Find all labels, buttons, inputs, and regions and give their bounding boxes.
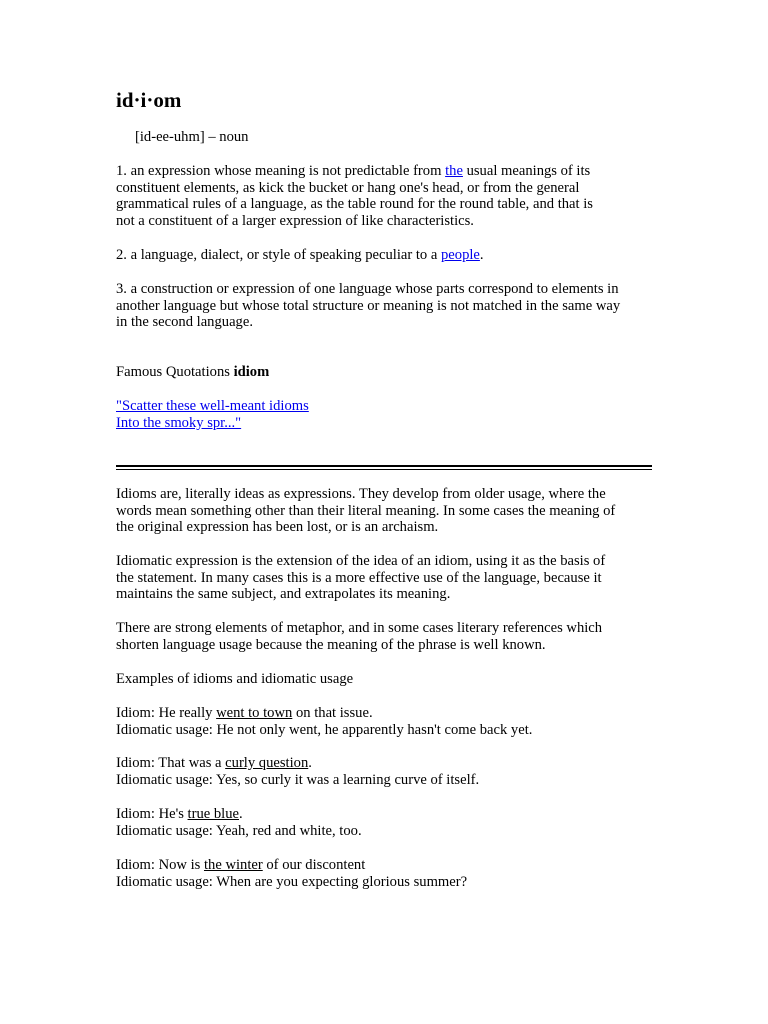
example-1 — [116, 705, 656, 738]
paragraph-line: the statement. In many cases this is a more effective use of the language, because it — [116, 569, 602, 586]
idiomatic-usage: Idiomatic usage: Yes, so curly it was a learning curve of itself. — [116, 771, 480, 788]
examples-heading-text: Examples of idioms and idiomatic usage — [116, 671, 354, 687]
idiom-rest: of our discontent — [262, 857, 366, 873]
definition-2 — [116, 247, 656, 264]
idiomatic-usage: Idiomatic usage: He not only went, he apparently hasn't come back yet. — [116, 721, 533, 738]
example-3 — [116, 806, 656, 839]
divider — [116, 469, 652, 470]
idiom-phrase: went to town — [216, 705, 293, 721]
link-the[interactable]: the — [445, 163, 463, 179]
pronunciation: [id-ee-uhm] – noun — [135, 129, 249, 145]
idiom-label: Idiom: Now is — [116, 857, 204, 873]
paragraph-line: maintains the same subject, and extrapolates its meaning. — [116, 586, 451, 603]
idiomatic-usage: Idiomatic usage: When are you expecting glorious summer? — [116, 873, 468, 890]
idiom-label: Idiom: That was a — [116, 755, 226, 771]
definition-3 — [116, 281, 656, 331]
def3-line: another language but whose total structure or meaning is not matched in the same way — [116, 297, 621, 314]
idiom-phrase: true blue — [187, 806, 240, 822]
example-4 — [116, 857, 656, 890]
quotation-link — [116, 398, 656, 431]
quotations-heading — [116, 364, 656, 381]
def1-text-cont: usual meanings of its — [462, 163, 591, 179]
headword: id·i·om — [116, 88, 182, 112]
essay-paragraph-1 — [116, 486, 656, 536]
paragraph-line: Idiomatic expression is the extension of the idea of an idiom, using it as the basis of — [116, 553, 606, 569]
quotations-label: Famous Quotations — [116, 364, 234, 380]
idiom-rest: . — [239, 806, 243, 822]
quote-link-line1[interactable]: "Scatter these well-meant idioms — [116, 398, 309, 414]
idiomatic-usage: Idiomatic usage: Yeah, red and white, too. — [116, 822, 362, 839]
paragraph-line: There are strong elements of metaphor, and in some cases literary references which — [116, 620, 603, 636]
def2-text: 2. a language, dialect, or style of speaking peculiar to a — [116, 247, 441, 263]
divider — [116, 465, 652, 467]
def1-line: grammatical rules of a language, as the table round for the round table, and that is — [116, 196, 593, 213]
def1-line: not a constituent of a larger expression of like characteristics. — [116, 213, 474, 230]
essay-paragraph-3 — [116, 620, 656, 653]
definition-1 — [116, 163, 656, 230]
idiom-phrase: the winter — [203, 857, 263, 873]
idiom-label: Idiom: He really — [116, 705, 217, 721]
idiom-rest: . — [308, 755, 312, 771]
paragraph-line: words mean something other than their literal meaning. In some cases the meaning of — [116, 502, 616, 519]
def3-line: 3. a construction or expression of one language whose parts correspond to elements in — [116, 281, 619, 297]
def1-line: constituent elements, as kick the bucket or hang one's head, or from the general — [116, 179, 580, 196]
def1-text: 1. an expression whose meaning is not predictable from — [116, 163, 446, 179]
def3-line: in the second language. — [116, 314, 253, 331]
idiom-rest: on that issue. — [292, 705, 373, 721]
examples-heading — [116, 671, 656, 688]
example-2 — [116, 755, 656, 788]
link-people[interactable]: people — [441, 247, 480, 263]
paragraph-line: the original expression has been lost, or is an archaism. — [116, 519, 439, 536]
def2-period: . — [479, 247, 484, 263]
paragraph-line: Idioms are, literally ideas as expressions. They develop from older usage, where the — [116, 486, 606, 502]
paragraph-line: shorten language usage because the meaning of the phrase is well known. — [116, 636, 546, 653]
quote-link-line2[interactable]: Into the smoky spr..." — [116, 414, 242, 431]
idiom-label: Idiom: He's — [116, 806, 188, 822]
idiom-phrase: curly question — [225, 755, 309, 771]
quotations-term: idiom — [233, 364, 270, 380]
essay-paragraph-2 — [116, 553, 656, 603]
